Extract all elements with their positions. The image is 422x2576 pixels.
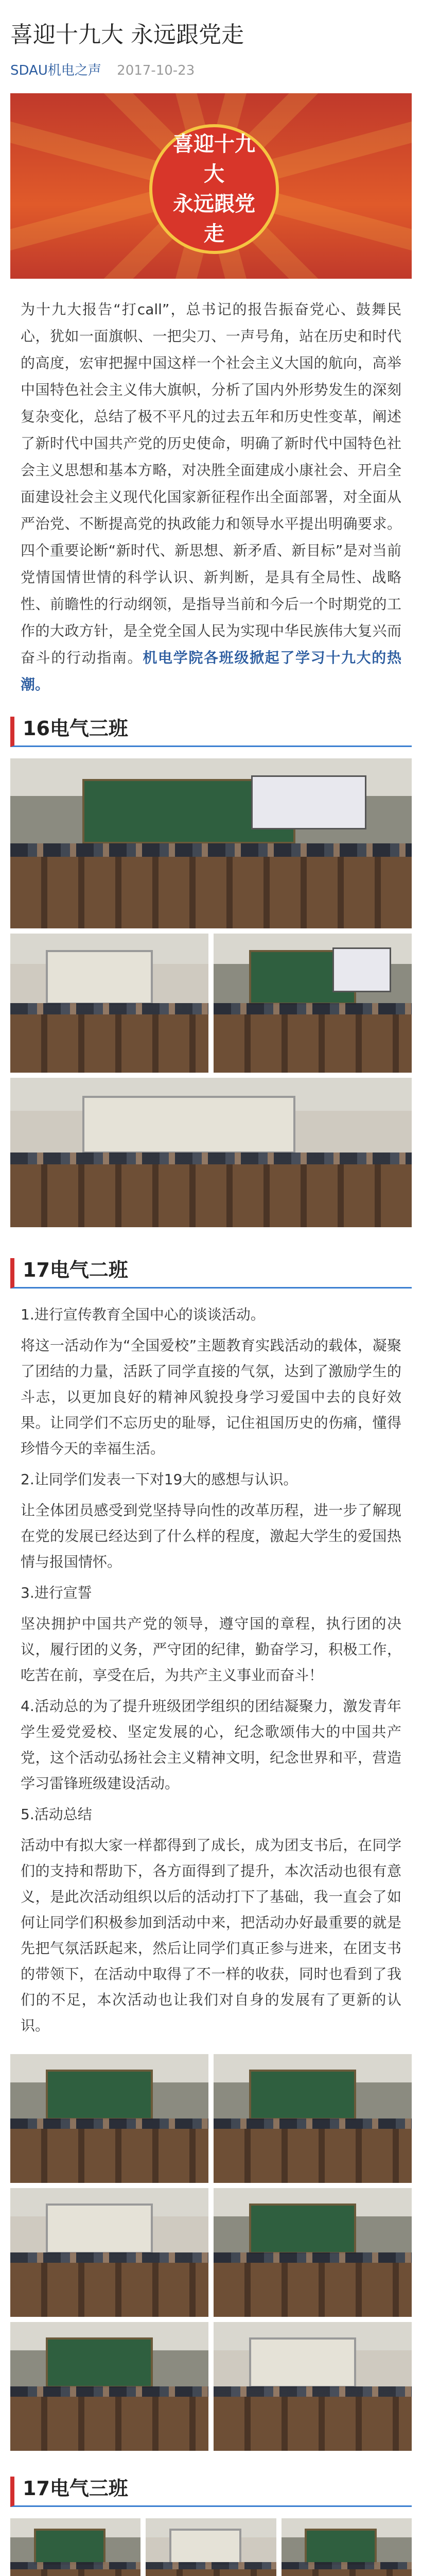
class-photo <box>282 2518 412 2576</box>
list-item: 将这一活动作为“全国爱校”主题教育实践活动的载体，凝聚了团结的力量，活跃了同学直接的气氛，达到了激励学生的斗志，以更加良好的精神风貌投身学习爱国中去的良好效果。让同学们不忘历史的耻辱，记住祖国历史的伤痛，懂得珍惜今天的幸福生活。 <box>21 1337 401 1457</box>
list-item: 3.进行宣誓 <box>21 1584 92 1601</box>
ee2-activity-list <box>0 1289 422 2039</box>
class-photo <box>10 2322 208 2451</box>
class-photo <box>10 2518 140 2576</box>
class-photo <box>214 2188 412 2317</box>
section-title-16ee3: 16电气三班 <box>10 717 412 747</box>
class-photo <box>214 934 412 1073</box>
section-17ee3 <box>0 2477 422 2576</box>
class-photo <box>10 934 208 1073</box>
list-item: 1.进行宣传教育全国中心的谈谈活动。 <box>21 1306 265 1323</box>
intro-paragraph <box>0 279 422 698</box>
class-photo <box>10 1078 412 1227</box>
section-16ee3 <box>0 717 422 1227</box>
banner-line-3: 永远跟党 <box>173 192 255 216</box>
article-title: 喜迎十九大 永远跟党走 <box>10 22 244 48</box>
list-item: 4.活动总的为了提升班级团学组织的团结凝聚力，激发青年学生爱党爱校、坚定发展的心，纪念歌颂伟大的中国共产党，这个活动弘扬社会主义精神文明，纪念世界和平，营造学习雷锋班级建设活动。 <box>21 1698 401 1792</box>
class-photo <box>10 758 412 928</box>
class-photo <box>10 2188 208 2317</box>
list-item: 2.让同学们发表一下对19大的感想与认识。 <box>21 1471 298 1488</box>
class-photo <box>146 2518 276 2576</box>
list-item: 坚决拥护中国共产党的领导，遵守国的章程，执行团的决议，履行团的义务，严守团的纪律，勤奋学习，积极工作，吃苦在前，享受在后，为共产主义事业而奋斗！ <box>21 1615 401 1684</box>
banner-line-1: 喜迎十九 <box>173 132 255 156</box>
banner-line-2: 大 <box>204 162 224 186</box>
section-title-17ee3: 17电气三班 <box>10 2477 412 2507</box>
article-meta <box>0 50 422 79</box>
banner-badge <box>149 124 279 254</box>
account-link[interactable]: SDAU机电之声 <box>10 63 101 78</box>
list-item: 让全体团员感受到党坚持导向性的改革历程，进一步了解现在党的发展已经达到了什么样的程度，激起大学生的爱国热情与报国情怀。 <box>21 1502 401 1570</box>
class-photo <box>214 2054 412 2183</box>
publish-date: 2017-10-23 <box>117 63 195 78</box>
section-title-17ee2: 17电气二班 <box>10 1258 412 1289</box>
intro-text: 为十九大报告“打call”，总书记的报告振奋党心、鼓舞民心，犹如一面旗帜、一把尖刀、一声号角，站在历史和时代的高度，宏审把握中国这样一个社会主义大国的航向，高举中国特色社会主义伟大旗帜，分析了国内外形势发生的深刻复杂变化，总结了极不平凡的过去五年和历史性变革，阐述了新时代中国共产党的历史使命，明确了新时代中国特色社会主义思想和基本方略，对决胜全面建成小康社会、开启全面建设社会主义现代化国家新征程作出全面部署，对全面从严治党、不断提高党的执政能力和领导水平提出明确要求。四个重要论断“新时代、新思想、新矛盾、新目标”是对当前党情国情世情的科学认识、新判断，是具有全局性、战略性、前瞻性的行动纲领，是指导当前和今后一个时期党的工作的大政方针，是全党全国人民为实现中华民族伟大复兴而奋斗的行动指南。 <box>21 301 401 666</box>
class-photo <box>10 2054 208 2183</box>
banner-image <box>10 93 412 279</box>
banner-line-4: 走 <box>204 222 224 246</box>
section-17ee2 <box>0 1258 422 2451</box>
list-item: 5.活动总结 <box>21 1806 92 1823</box>
intro-accent-text: 机电学院各班级掀起了学习十九大的热潮。 <box>21 649 401 693</box>
class-photo <box>214 2322 412 2451</box>
list-item: 活动中有拟大家一样都得到了成长，成为团支书后，在同学们的支持和帮助下，各方面得到了提升，本次活动也很有意义，是此次活动组织以后的活动打下了基础，我一直会了如何让同学们积极参加到活动中来，把活动办好最重要的就是先把气氛活跃起来，然后让同学们真正参与进来，在团支书的带领下，在活动中取得了不一样的收获，同时也看到了我们的不足，本次活动也让我们对自身的发展有了更新的认识。 <box>21 1837 401 2034</box>
